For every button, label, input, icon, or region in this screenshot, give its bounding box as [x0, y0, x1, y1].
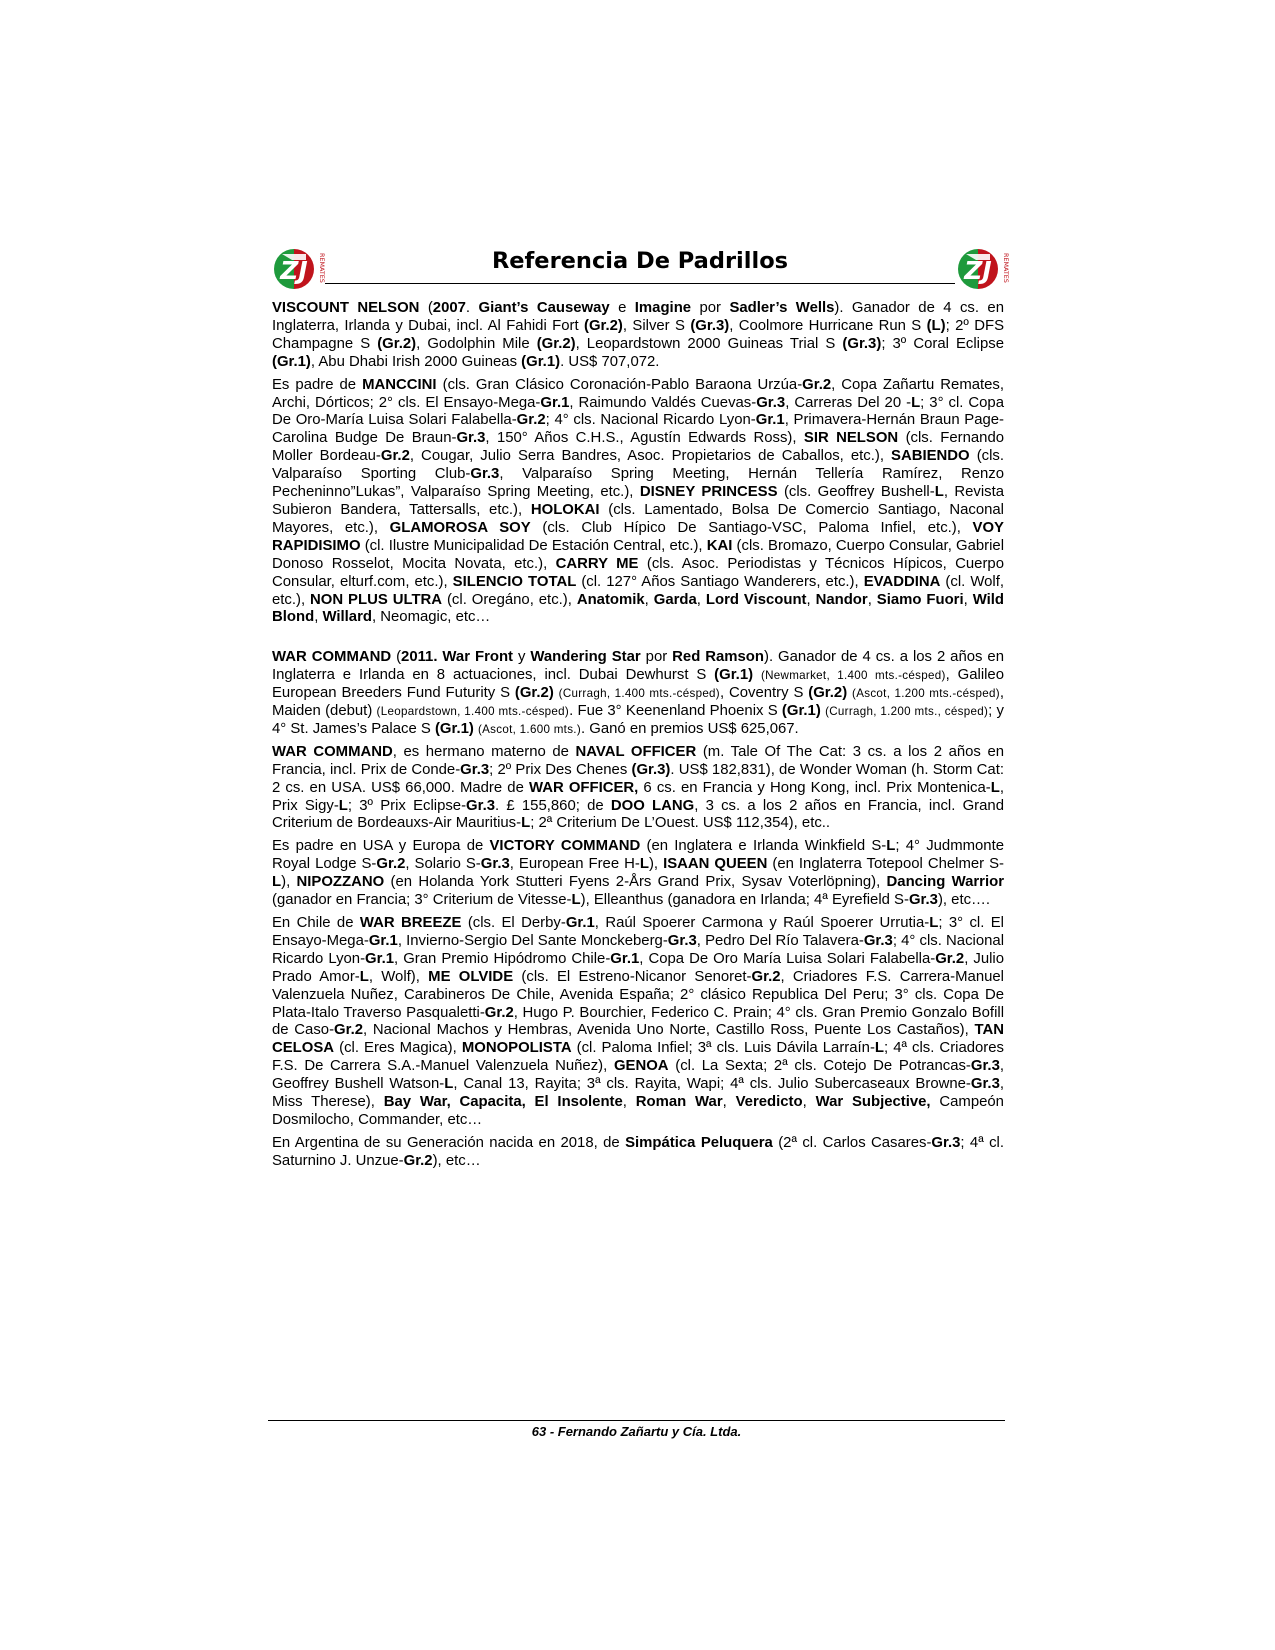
text-run: , Criadores F.S. Carrera-Manuel Valenzuela Nuñez, Carabineros De Chile, Avenida España; 2° clásico Republica Del Peru; 3° cls. Copa De Plata-Italo Traverso Pasqualetti- — [272, 968, 1004, 1021]
text-run: ), etc… — [432, 1152, 481, 1169]
bold-run: DOO LANG — [610, 797, 695, 814]
text-run: ), etc…. — [937, 892, 991, 909]
text-run: , Miss Therese), — [272, 1076, 1004, 1111]
bold-run: VISCOUNT NELSON — [272, 300, 420, 316]
bold-run: (Gr.1) — [272, 353, 311, 370]
text-run: (cl. Oregáno, etc.), — [442, 591, 577, 608]
bold-run: L — [990, 779, 1000, 796]
page-title: Referencia De Padrillos — [491, 248, 789, 274]
text-run: y — [513, 649, 531, 666]
text-run: (cls. Asoc. Periodistas y Técnicos Hípicos, Cuerpo Consular, elturf.com, etc.), — [272, 555, 1004, 590]
bold-run: Wild Blond — [272, 591, 1004, 626]
text-run: ; 3º Prix Eclipse- — [347, 797, 467, 814]
bold-run: Gr.3 — [456, 430, 486, 447]
text-run: ; 3° cl. El Ensayo-Mega- — [272, 915, 1004, 949]
bold-run: Gr.3 — [667, 932, 697, 949]
bold-run: L — [911, 394, 921, 411]
logo-vertical-text: REMATES — [1002, 253, 1010, 283]
section-paragraph — [272, 744, 1004, 834]
text-run: por — [640, 649, 673, 666]
text-run: (en Inglatera e Irlanda Winkfield S- — [640, 838, 887, 855]
bold-run: Gr.3 — [466, 797, 496, 814]
bold-run: Roman War — [635, 1094, 723, 1111]
bold-run: L — [934, 484, 944, 501]
bold-run: (Gr.3) — [631, 761, 671, 778]
text-run: (cls. Geoffrey Bushell- — [777, 484, 935, 501]
text-run: (cls. Gran Clásico Coronación-Pablo Baraona Urzúa- — [436, 376, 803, 393]
bold-run: L — [886, 838, 896, 855]
text-run: , 150° Años C.H.S., Agustín Edwards Ross), — [485, 430, 804, 447]
zj-remates-logo-right — [956, 246, 1012, 292]
bold-run: KAI — [706, 537, 733, 554]
text-run: , Wolf), — [368, 968, 429, 985]
bold-run: GENOA — [613, 1058, 669, 1075]
bold-run: Sadler’s Wells — [729, 300, 835, 316]
text-run: ), — [281, 874, 297, 891]
text-run: (cls. El Estreno-Nicanor Senoret- — [513, 968, 752, 985]
text-run: ; 4ª cls. Criadores F.S. De Carrera S.A.-Manuel Valenzuela Nuñez), — [272, 1040, 1004, 1075]
text-run: ( — [419, 300, 433, 316]
text-run: ; 4° Judmmonte Royal Lodge S- — [272, 838, 1005, 873]
bold-run: Gr.2 — [935, 950, 965, 967]
bold-run: Bay War, Capacita, El Insolente — [383, 1094, 623, 1111]
bold-run: (Gr.3) — [842, 335, 882, 352]
venue-detail: (Newmarket, 1.400 mts.-césped) — [760, 669, 946, 683]
text-run: ( — [391, 649, 402, 666]
bold-run: MANCCINI — [362, 376, 437, 393]
bold-run: Anatomik — [576, 591, 645, 608]
bold-run: L — [338, 797, 348, 814]
text-run: (cls. Lamentado, Bolsa De Comercio Santiago, Naconal Mayores, etc.), — [272, 501, 1004, 536]
text-run: , Leopardstown 2000 Guineas Trial S — [575, 335, 843, 352]
text-run: , — [867, 591, 877, 608]
text-run: (ganador en Francia; 3° Criterium de Vitesse- — [272, 892, 572, 909]
text-run: (cl. 127° Años Santiago Wanderers, etc.), — [576, 573, 864, 590]
bold-run: Gr.1 — [610, 950, 640, 967]
text-run: (cls. Valparaíso Sporting Club- — [272, 448, 1004, 483]
text-run: , Neomagic, etc… — [371, 609, 491, 626]
bold-run: L — [874, 1040, 885, 1057]
bold-run: (Gr.2) — [514, 685, 554, 702]
bold-run: WAR BREEZE — [359, 915, 462, 931]
text-run: . — [465, 300, 479, 316]
bold-run: (Gr.1) — [434, 720, 474, 737]
text-run: . Ganó en premios US$ 625,067. — [580, 720, 799, 737]
venue-detail: (Ascot, 1.600 mts.) — [477, 722, 581, 736]
text-run: , Silver S — [622, 317, 691, 334]
text-run: ). Ganador de 4 cs. a los 2 años en Inglaterra e Irlanda en 8 actuaciones, incl. Dubai Dewhurst S — [272, 649, 1004, 684]
venue-detail: (Ascot, 1.200 mts.-césped) — [852, 687, 1000, 701]
text-run: . Fue 3° Keenenland Phoenix S — [569, 703, 782, 720]
bold-run: (Gr.2) — [583, 317, 623, 334]
text-run: , Maiden (debut) — [272, 685, 1004, 720]
text-run: (cl. Wolf, etc.), — [272, 573, 1004, 608]
bold-run: Garda — [653, 591, 697, 608]
text-run: . US$ 182,831), de Wonder Woman (h. Storm Cat: 2 cs. en USA. US$ 66,000. Madre de — [272, 761, 1004, 796]
bold-run: L — [444, 1076, 454, 1093]
bold-run: Gr.1 — [565, 915, 595, 931]
bold-run: NON PLUS ULTRA — [310, 591, 443, 608]
bold-run: WAR COMMAND — [272, 649, 392, 666]
bold-run: 2011. War Front — [401, 649, 514, 666]
bold-run: Red Ramson — [672, 649, 764, 666]
bold-run: ISAAN QUEEN — [663, 856, 768, 873]
bold-run: Gr.3 — [460, 761, 490, 778]
zj-remates-logo-left — [272, 246, 328, 292]
text-run: (2ª cl. Carlos Casares- — [772, 1134, 932, 1151]
bold-run: Gr.2 — [334, 1022, 364, 1039]
text-run: e — [609, 300, 635, 316]
text-run: , Cougar, Julio Serra Bandres, Asoc. Propietarios de Caballos, etc.), — [409, 448, 892, 465]
text-run: , Solario S- — [405, 856, 481, 873]
text-run: , Godolphin Mile — [416, 335, 537, 352]
logo-text: ZJ — [964, 256, 992, 285]
text-run: (cls. Fernando Moller Bordeau- — [272, 430, 1005, 465]
text-run: ; 2º Prix Des Chenes — [489, 761, 632, 778]
bold-run: Gr.1 — [755, 412, 785, 429]
text-run: . US$ 707,072. — [560, 353, 660, 370]
text-run: , Invierno-Sergio Del Sante Monckeberg- — [397, 932, 668, 949]
bold-run: L — [639, 856, 649, 873]
bold-run: 2007 — [432, 300, 466, 316]
logo-text: ZJ — [280, 256, 308, 285]
text-run: , Geoffrey Bushell Watson- — [272, 1058, 1004, 1093]
bold-run: Gr.3 — [908, 892, 938, 909]
text-run: por — [691, 300, 730, 316]
text-run — [753, 667, 761, 683]
text-run: (en Inglaterra Totepool Chelmer S- — [767, 856, 1005, 873]
bold-run: HOLOKAI — [530, 501, 600, 518]
text-run: ; 2ª Criterium De L’Ouest. US$ 112,354), etc.. — [530, 815, 831, 832]
venue-detail: (Leopardstown, 1.400 mts.-césped) — [376, 705, 570, 719]
page-footer: 63 - Fernando Zañartu y Cía. Ltda. — [531, 1424, 742, 1439]
bold-run: NIPOZZANO — [296, 874, 385, 891]
bold-run: NAVAL OFFICER — [575, 743, 697, 760]
text-run: , — [314, 609, 323, 626]
text-run: ). Ganador de 4 cs. en Inglaterra, Irlanda y Dubai, incl. Al Fahidi Fort — [272, 300, 1004, 334]
bold-run: VOY RAPIDISIMO — [272, 519, 1004, 554]
text-run: 6 cs. en Francia y Hong Kong, incl. Prix Montenica- — [638, 779, 991, 796]
bold-run: SILENCIO TOTAL — [452, 573, 577, 590]
bold-run: Gr.3 — [970, 1076, 1000, 1093]
bold-run: Gr.1 — [540, 394, 570, 411]
bold-run: Imagine — [634, 300, 692, 316]
bold-run: Veredicto — [735, 1094, 803, 1111]
section-paragraph — [272, 300, 1004, 372]
bold-run: Gr.3 — [756, 394, 786, 411]
text-run: (en Holanda York Stutteri Fyens 2-Års Grand Prix, Sysav Voterlöpning), — [384, 874, 887, 891]
bold-run: L — [929, 915, 939, 931]
bold-run: Gr.1 — [365, 950, 395, 967]
section-paragraph — [272, 377, 1004, 628]
bold-run: Gr.3 — [470, 466, 500, 483]
text-run: Campeón Dosmilocho, Commander, etc… — [272, 1094, 1004, 1128]
bold-run: (L) — [926, 317, 946, 334]
bold-run: SABIENDO — [891, 448, 970, 465]
text-run: , es hermano materno de — [392, 743, 576, 760]
venue-detail: (Curragh, 1.200 mts., césped) — [825, 705, 989, 719]
text-run: (cls. El Derby- — [461, 915, 566, 931]
bold-run: MONOPOLISTA — [461, 1040, 572, 1057]
text-run: , Julio Prado Amor- — [272, 950, 1004, 985]
text-run: , Pedro Del Río Talavera- — [696, 932, 864, 949]
text-run: Es padre de — [272, 376, 363, 393]
section-paragraph — [272, 649, 1004, 739]
text-run: (cl. La Sexta; 2ª cls. Cotejo De Potrancas- — [668, 1058, 971, 1075]
bold-run: Gr.1 — [368, 932, 398, 949]
text-run: , Raimundo Valdés Cuevas- — [569, 394, 757, 411]
text-run: , Raúl Spoerer Carmona y Raúl Spoerer Urrutia- — [594, 915, 930, 931]
text-run: . £ 155,860; de — [495, 797, 611, 814]
bold-run: Nandor — [815, 591, 868, 608]
text-run: En Argentina de su Generación nacida en 2018, de — [272, 1134, 626, 1151]
text-run: , Valparaíso Spring Meeting, Hernán Tellería Ramírez, Renzo Pecheninno”Lukas”, Valparaíso Spring Meeting, etc.), — [272, 466, 1004, 501]
bold-run: CARRY ME — [555, 555, 639, 572]
text-run: (cl. Eres Magica), — [334, 1040, 462, 1057]
text-run: ; 3º Coral Eclipse — [881, 335, 1004, 352]
text-run: ; 2º DFS Champagne S — [272, 317, 1004, 352]
bold-run: L — [359, 968, 369, 985]
footer-rule — [268, 1420, 1005, 1421]
bold-run: Wandering Star — [530, 649, 641, 666]
text-run: , — [622, 1094, 636, 1111]
title-underline — [325, 283, 955, 284]
logo-vertical-text: REMATES — [318, 253, 326, 283]
bold-run: Willard — [322, 609, 372, 626]
text-run: , Galileo European Breeders Fund Futurity S — [272, 667, 1004, 702]
bold-run: Gr.2 — [802, 376, 832, 393]
text-run: , — [963, 591, 973, 608]
text-run: , Nacional Machos y Hembras, Avenida Uno Norte, Castillo Ross, Puente Los Castaños), — [363, 1022, 975, 1039]
text-run: ; 4° cls. Nacional Ricardo Lyon- — [272, 932, 1004, 967]
bold-run: L — [521, 815, 531, 832]
bold-run: ME OLVIDE — [428, 968, 514, 985]
section-paragraph — [272, 1135, 1004, 1171]
text-run: , — [802, 1094, 816, 1111]
bold-run: TAN CELOSA — [272, 1022, 1005, 1057]
text-run: En Chile de — [272, 915, 360, 931]
bold-run: L — [571, 892, 581, 909]
venue-detail: (Curragh, 1.400 mts.-césped) — [558, 687, 720, 701]
section-paragraph — [272, 838, 1004, 910]
text-run: ; y 4° St. James’s Palace S — [272, 703, 1004, 737]
bold-run: Gr.3 — [480, 856, 510, 873]
bold-run: Gr.2 — [751, 968, 781, 985]
bold-run: Gr.2 — [376, 856, 406, 873]
bold-run: War Subjective, — [815, 1094, 931, 1111]
text-run: , Coventry S — [719, 685, 809, 702]
text-run: , — [696, 591, 706, 608]
text-run: , European Free H- — [509, 856, 640, 873]
text-run: , Hugo P. Bourchier, Federico C. Prain; 4° cls. Gran Premio Gonzalo Bofill de Caso- — [272, 1004, 1004, 1039]
bold-run: Gr.3 — [931, 1134, 961, 1151]
bold-run: (Gr.2) — [536, 335, 576, 352]
text-run: , — [644, 591, 654, 608]
bold-run: Gr.2 — [516, 412, 546, 429]
text-run: , 3 cs. a los 2 años en Francia, incl. Grand Criterium de Bordeauxs-Air Mauritius- — [272, 797, 1004, 832]
bold-run: (Gr.1) — [781, 703, 821, 720]
text-run: Es padre en USA y Europa de — [272, 838, 490, 855]
text-run: (cl. Paloma Infiel; 3ª cls. Luis Dávila Larraín- — [571, 1040, 875, 1057]
text-run: ; 4° cls. Nacional Ricardo Lyon- — [545, 412, 756, 429]
bold-run: Gr.2 — [484, 1004, 514, 1021]
text-run: , Copa Zañartu Remates, Archi, Dórticos; 2° cls. El Ensayo-Mega- — [272, 376, 1005, 411]
bold-run: GLAMOROSA SOY — [389, 519, 531, 536]
bold-run: WAR COMMAND — [272, 743, 393, 760]
text-run: , Revista Subieron Bandera, Tattersalls, etc.), — [272, 484, 1005, 518]
text-run: , Gran Premio Hipódromo Chile- — [394, 950, 611, 967]
bold-run: VICTORY COMMAND — [489, 838, 641, 855]
bold-run: Siamo Fuori — [876, 591, 964, 608]
bold-run: Dancing Warrior — [886, 874, 1005, 891]
text-run: (m. Tale Of The Cat: 3 cs. a los 2 años en Francia, incl. Prix de Conde- — [272, 743, 1005, 778]
text-run: , Coolmore Hurricane Run S — [729, 317, 927, 334]
text-run: , Copa De Oro María Luisa Solari Falabella- — [639, 950, 936, 967]
text-run: ), Elleanthus (ganadora en Irlanda; 4ª Eyrefield S- — [580, 892, 909, 909]
bold-run: Gr.3 — [970, 1058, 1000, 1075]
bold-run: WAR OFFICER, — [528, 779, 639, 796]
bold-run: DISNEY PRINCESS — [639, 484, 778, 501]
bold-run: (Gr.1) — [521, 353, 561, 370]
text-run: , — [806, 591, 816, 608]
text-run: , Canal 13, Rayita; 3ª cls. Rayita, Wapi; 4ª cls. Julio Subercaseaux Browne- — [453, 1076, 971, 1093]
bold-run: Gr.2 — [403, 1152, 433, 1169]
text-run: ; 4ª cl. Saturnino J. Unzue- — [272, 1134, 1004, 1169]
text-run: (cls. Bromazo, Cuerpo Consular, Gabriel Donoso Rosselot, Mocita Novata, etc.), — [272, 537, 1005, 572]
text-run: ; 3° cl. Copa De Oro-María Luisa Solari Falabella- — [272, 394, 1004, 429]
section-paragraph — [272, 915, 1004, 1130]
bold-run: Gr.3 — [863, 932, 893, 949]
text-run: ), — [648, 856, 664, 873]
bold-run: Simpática Peluquera — [625, 1134, 773, 1151]
bold-run: (Gr.3) — [690, 317, 730, 334]
bold-run: L — [272, 874, 282, 891]
bold-run: SIR NELSON — [803, 430, 899, 447]
bold-run: (Gr.2) — [808, 685, 848, 702]
bold-run: (Gr.1) — [714, 667, 754, 684]
bold-run: (Gr.2) — [377, 335, 417, 352]
bold-run: EVADDINA — [863, 573, 941, 590]
text-run: , Prix Sigy- — [272, 779, 1004, 814]
bold-run: Gr.2 — [380, 448, 410, 465]
text-run: , — [722, 1094, 736, 1111]
stallion-references — [272, 300, 1004, 1176]
text-run: (cl. Ilustre Municipalidad De Estación Central, etc.), — [360, 537, 707, 554]
text-run: , Abu Dhabi Irish 2000 Guineas — [310, 353, 522, 370]
text-run: , Carreras Del 20 - — [785, 394, 912, 411]
text-run: , Primavera-Hernán Braun Page-Carolina Budge De Braun- — [272, 412, 1005, 447]
bold-run: Giant’s Causeway — [478, 300, 610, 316]
text-run: (cls. Club Hípico De Santiago-VSC, Paloma Infiel, etc.), — [530, 519, 973, 536]
bold-run: Lord Viscount — [705, 591, 807, 608]
